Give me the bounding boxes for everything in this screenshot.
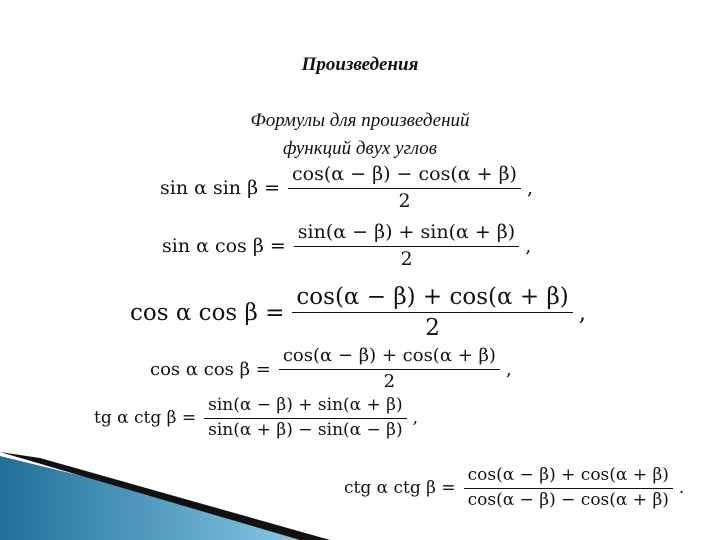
formula-lhs: sin α sin β = <box>160 177 281 200</box>
formula-punctuation: , <box>412 408 419 429</box>
formula-fraction <box>294 222 519 271</box>
formula-tg-ctg <box>94 396 418 440</box>
fraction-bar <box>288 188 521 189</box>
formula-numerator: cos(α − β) + cos(α + β) <box>296 284 569 310</box>
fraction-bar <box>292 312 572 313</box>
formula-fraction <box>292 284 572 342</box>
formula-fraction <box>288 164 521 213</box>
fraction-bar <box>279 369 500 370</box>
fraction-bar <box>464 488 673 489</box>
fraction-bar <box>294 246 519 247</box>
formula-ctg-ctg <box>344 466 684 510</box>
formula-denominator: 2 <box>400 247 413 270</box>
formula-punctuation: . <box>678 478 685 499</box>
formula-lhs: cos α cos β = <box>130 299 285 326</box>
formula-denominator: 2 <box>398 189 411 212</box>
formula-numerator: cos(α − β) + cos(α + β) <box>467 465 669 485</box>
formula-denominator: sin(α + β) − sin(α − β) <box>208 419 403 440</box>
formula-cos-cos-small <box>150 346 512 392</box>
formula-numerator: sin(α − β) + sin(α + β) <box>208 395 403 415</box>
formula-fraction <box>464 466 673 510</box>
formula-punctuation: , <box>526 177 534 200</box>
formula-punctuation: , <box>578 299 587 326</box>
slide-subtitle-line2: функций двух углов <box>283 138 437 159</box>
formula-numerator: cos(α − β) − cos(α + β) <box>292 163 517 185</box>
formula-sin-cos <box>162 222 531 271</box>
formula-numerator: cos(α − β) + cos(α + β) <box>282 345 496 366</box>
formula-lhs: ctg α ctg β = <box>344 478 456 499</box>
formula-punctuation: , <box>505 358 512 380</box>
formula-denominator: 2 <box>425 315 440 342</box>
formula-punctuation: , <box>525 235 532 258</box>
formula-denominator: 2 <box>383 370 396 392</box>
formula-fraction <box>279 346 500 392</box>
formula-numerator: sin(α − β) + sin(α + β) <box>297 221 516 243</box>
fraction-bar <box>204 418 407 419</box>
formula-fraction <box>204 396 407 440</box>
formula-sin-sin <box>160 164 533 213</box>
formula-lhs: cos α cos β = <box>150 358 271 380</box>
slide-subtitle-line1: Формулы для произведений <box>250 110 470 131</box>
formula-lhs: tg α ctg β = <box>94 408 197 429</box>
formula-lhs: sin α cos β = <box>162 235 286 258</box>
formula-cos-cos-large <box>130 284 586 342</box>
formula-denominator: cos(α − β) − cos(α + β) <box>467 489 669 510</box>
slide-title: Произведения <box>301 54 419 75</box>
